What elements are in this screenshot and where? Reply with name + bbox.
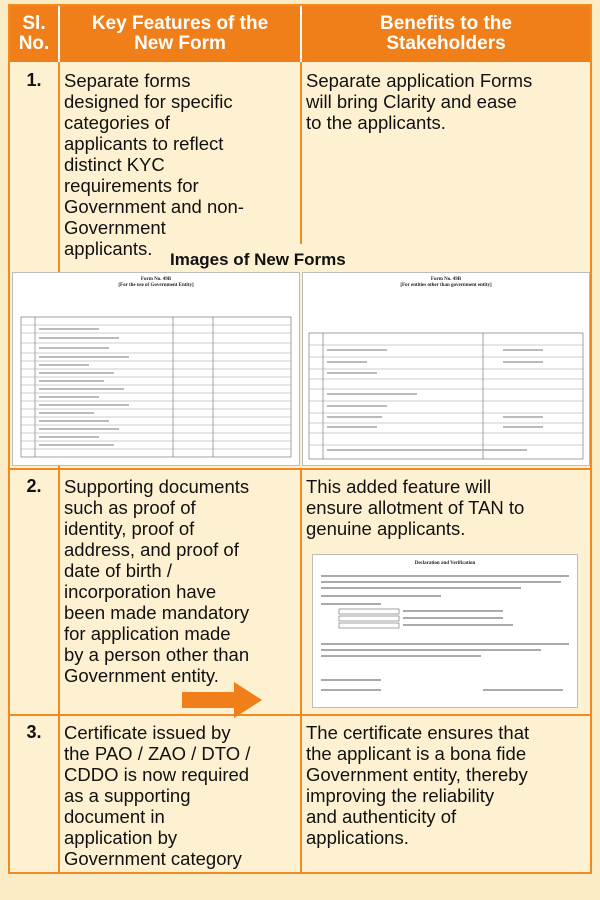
row-divider	[10, 468, 590, 470]
benefit-text: This added feature will ensure allotment of TAN to genuine applicants.	[306, 476, 525, 539]
declaration-lines	[313, 555, 577, 707]
row-number: 2.	[26, 476, 42, 496]
row-number: 1.	[26, 70, 42, 90]
features-table	[8, 4, 592, 874]
header-benefits: Benefits to the Stakeholders	[302, 6, 590, 62]
form-image-government: Form No. 49B [For the use of Government Entity]	[12, 272, 300, 466]
row-divider	[10, 714, 590, 716]
declaration-image: Declaration and Verification	[312, 554, 578, 708]
header-divider	[300, 6, 302, 62]
form-lines	[13, 273, 299, 465]
benefit-text: Separate application Forms will bring Clarity and ease to the applicants.	[306, 70, 533, 133]
row-number: 3.	[26, 722, 42, 742]
col-divider	[58, 62, 60, 872]
form-lines	[303, 273, 589, 465]
images-title: Images of New Forms	[170, 250, 346, 269]
header-key-features: Key Features of the New Form	[60, 6, 300, 62]
header-sl-no: Sl. No.	[10, 6, 58, 62]
feature-text: Supporting documents such as proof of identity, proof of address, and proof of date of birth / incorporation have been made mandatory for application made by a person other than Government entity.	[64, 476, 250, 686]
col-divider	[300, 468, 302, 872]
col-divider	[300, 62, 302, 244]
feature-text: Separate forms designed for specific categories of applicants to reflect distinct KYC requirements for Government and non- Government applicants.	[64, 70, 244, 259]
feature-text: Certificate issued by the PAO / ZAO / DTO / CDDO is now required as a supporting document in application by Government category	[64, 722, 251, 869]
form-image-non-government: Form No. 49B [For entities other than government entity]	[302, 272, 590, 466]
arrow-right-icon	[182, 682, 262, 718]
benefit-text: The certificate ensures that the applicant is a bona fide Government entity, thereby improving the reliability and authenticity of applications.	[306, 722, 530, 848]
header-divider	[58, 6, 60, 62]
